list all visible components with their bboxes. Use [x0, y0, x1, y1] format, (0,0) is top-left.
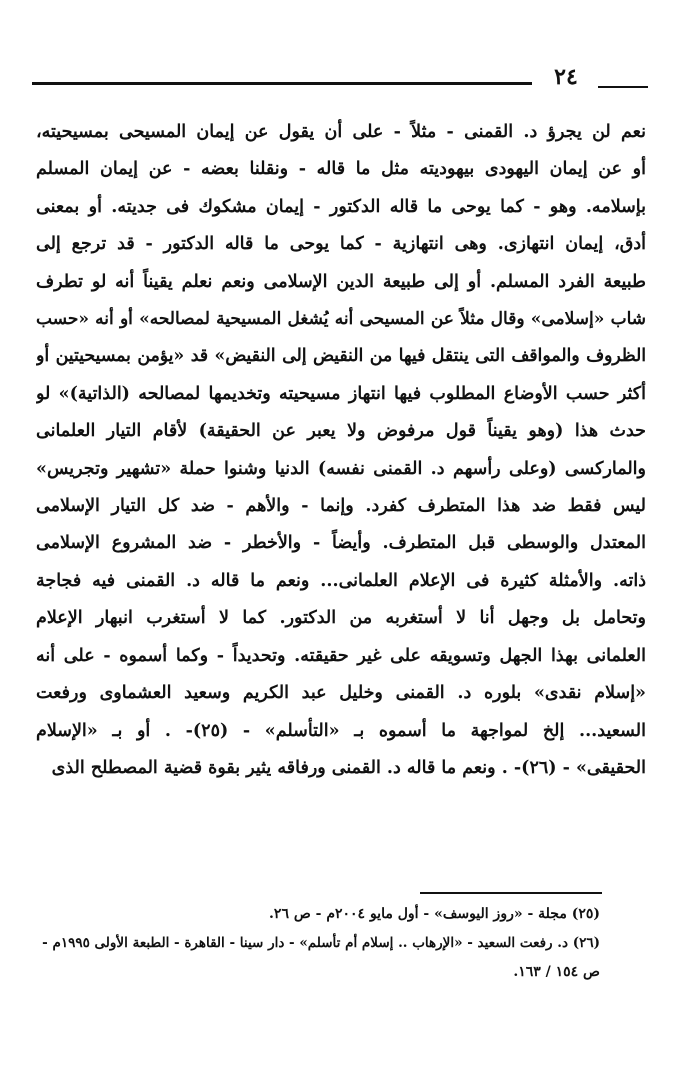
footnote-item: ص ١٥٤ / ١٦٣. [513, 964, 600, 980]
footnote-rule [420, 892, 602, 894]
text-line: أكثر حسب الأوضاع المطلوب فيها انتهاز مسيحيته وتخديمها لمصالحه (الذاتية)» لو [36, 383, 646, 404]
footnote-item: (٢٦) د. رفعت السعيد - «الإرهاب .. إسلام أم تأسلم» - دار سينا - القاهرة - الطبعة الأولى ١٩٩٥م - [42, 935, 600, 951]
text-line: وتحامل بل وجهل أنا لا أستغربه من الدكتور. كما لا أستغرب انبهار الإعلام [36, 608, 646, 629]
text-line: شاب «إسلامى» وقال مثلاً عن المسيحى أنه يُشغل المسيحية لمصالحه» أو أنه «حسب [36, 309, 646, 330]
footnote-item: (٢٥) مجلة - «روز اليوسف» - أول مايو ٢٠٠٤م - ص ٢٦. [269, 906, 600, 922]
footnotes [40, 900, 600, 987]
text-line: «إسلام نقدى» بلوره د. القمنى وخليل عبد الكريم وسعيد العشماوى ورفعت [36, 683, 646, 704]
header-rule [32, 82, 532, 85]
text-line: الحقيقى» - (٢٦)- . ونعم ما قاله د. القمنى ورفاقه يثير بقوة قضية المصطلح الذى [51, 757, 646, 778]
text-line: أدق، إيمان انتهازى. وهى انتهازية - كما يوحى ما قاله الدكتور - قد ترجع إلى [36, 234, 646, 255]
text-line: نعم لن يجرؤ د. القمنى - مثلاً - على أن يقول عن إيمان المسيحى بمسيحيته، [36, 122, 646, 142]
text-line: العلمانى بهذا الجهل وتسويقه على غير حقيقته. وتحديداً - وكما أسموه - على أنه [36, 645, 646, 666]
text-line: والماركسى (وعلى رأسهم د. القمنى نفسه) الدنيا وشنوا حملة «تشهير وتجريس» [36, 458, 646, 479]
text-line: بإسلامه. وهو - كما يوحى ما قاله الدكتور - إيمان مشكوك فى جديته. أو بمعنى [36, 196, 646, 217]
body-text [36, 114, 646, 787]
text-line: المعتدل والوسطى قبل المتطرف. وأيضاً - والأخطر - ضد المشروع الإسلامى [36, 533, 646, 554]
page-header [32, 60, 648, 100]
text-line: طبيعة الفرد المسلم. أو إلى طبيعة الدين الإسلامى ونعم نعلم يقيناً أنه لو تطرف [36, 271, 646, 292]
text-line: السعيد... إلخ لمواجهة ما أسموه بـ «التأسلم» - (٢٥)- . أو بـ «الإسلام [36, 720, 646, 741]
text-line: ليس فقط ضد هذا المتطرف كفرد. وإنما - والأهم - ضد كل التيار الإسلامى [36, 496, 646, 517]
text-line: أو عن إيمان اليهودى بيهوديته مثل ما قاله - ونقلنا بعضه - عن إيمان المسلم [36, 159, 646, 180]
text-line: الظروف والمواقف التى ينتقل فيها من النقيض إلى النقيض» قد «يؤمن بمسيحيتين أو [36, 346, 646, 367]
page-number: ٢٤ [554, 64, 578, 90]
text-line: ذاته. والأمثلة كثيرة فى الإعلام العلمانى... ونعم ما قاله د. القمنى فيه فجاجة [36, 570, 646, 591]
text-line: حدث هذا (وهو يقيناً قول مرفوض ولا يعبر عن الحقيقة) لأقام التيار العلمانى [36, 421, 646, 442]
header-rule-short [598, 86, 648, 88]
